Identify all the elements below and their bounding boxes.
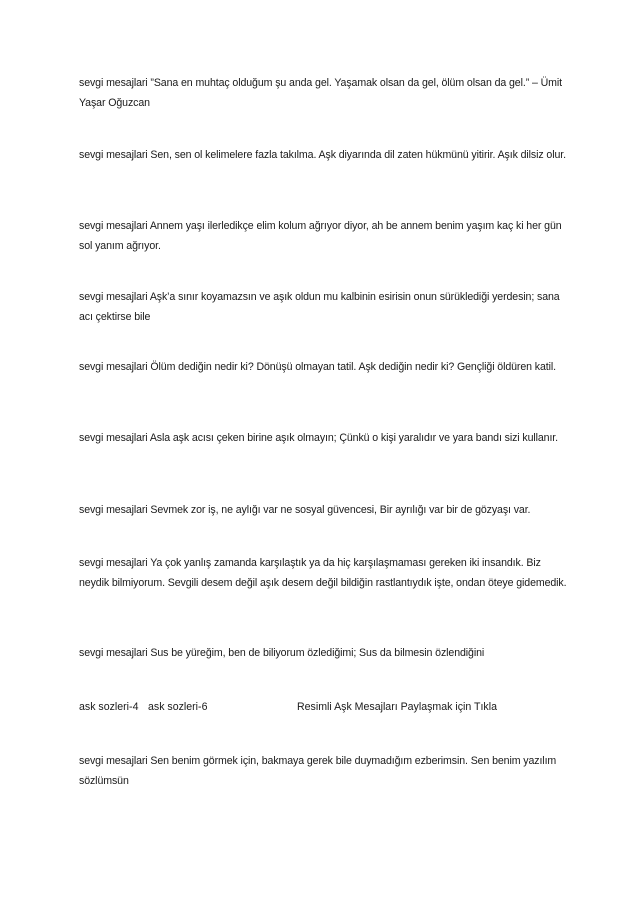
link-resimli-ask-mesajlari[interactable]: Resimli Aşk Mesajları Paylaşmak için Tıkla	[297, 701, 497, 713]
paragraph-7: sevgi mesajlari Sevmek zor iş, ne aylığı var ne sosyal güvencesi, Bir ayrılığı var bir de gözyaşı var.	[79, 504, 531, 516]
link-ask-sozleri-6[interactable]: ask sozleri-6	[148, 701, 208, 713]
paragraph-6: sevgi mesajlari Asla aşk acısı çeken birine aşık olmayın; Çünkü o kişi yaralıdır ve yara bandı sizi kullanır.	[79, 432, 558, 444]
paragraph-3: sevgi mesajlari Annem yaşı ilerledikçe elim kolum ağrıyor diyor, ah be annem benim yaşım kaç ki her gün sol yanım ağrıyor.	[79, 220, 562, 252]
paragraph-5: sevgi mesajlari Ölüm dediğin nedir ki? Dönüşü olmayan tatil. Aşk dediğin nedir ki? Gençliği öldüren katil.	[79, 361, 556, 373]
paragraph-2: sevgi mesajlari Sen, sen ol kelimelere fazla takılma. Aşk diyarında dil zaten hükmünü yitirir. Aşık dilsiz olur.	[79, 149, 566, 161]
paragraph-1: sevgi mesajlari ”Sana en muhtaç olduğum şu anda gel. Yaşamak olsan da gel, ölüm olsan da gel.” – Ümit Yaşar Oğuzcan	[79, 77, 562, 109]
paragraph-10: sevgi mesajlari Sen benim görmek için, bakmaya gerek bile duymadığım ezberimsin. Sen benim yazılım sözlümsün	[79, 755, 557, 787]
paragraph-4: sevgi mesajlari Aşk’a sınır koyamazsın ve aşık oldun mu kalbinin esirisin onun sürüklediği yerdesin; sana acı çektirse bile	[79, 291, 560, 323]
paragraph-8: sevgi mesajlari Ya çok yanlış zamanda karşılaştık ya da hiç karşılaşmaması gereken iki insandık. Biz neydik bilmiyorum. Sevgili desem değil aşık desem değil bildiğin rastlantıydık işte, ondan öteye gidemedik.	[79, 557, 567, 589]
paragraph-9: sevgi mesajlari Sus be yüreğim, ben de biliyorum özlediğimi; Sus da bilmesin özlendiğini	[79, 647, 485, 659]
link-ask-sozleri-4[interactable]: ask sozleri-4	[79, 701, 139, 713]
